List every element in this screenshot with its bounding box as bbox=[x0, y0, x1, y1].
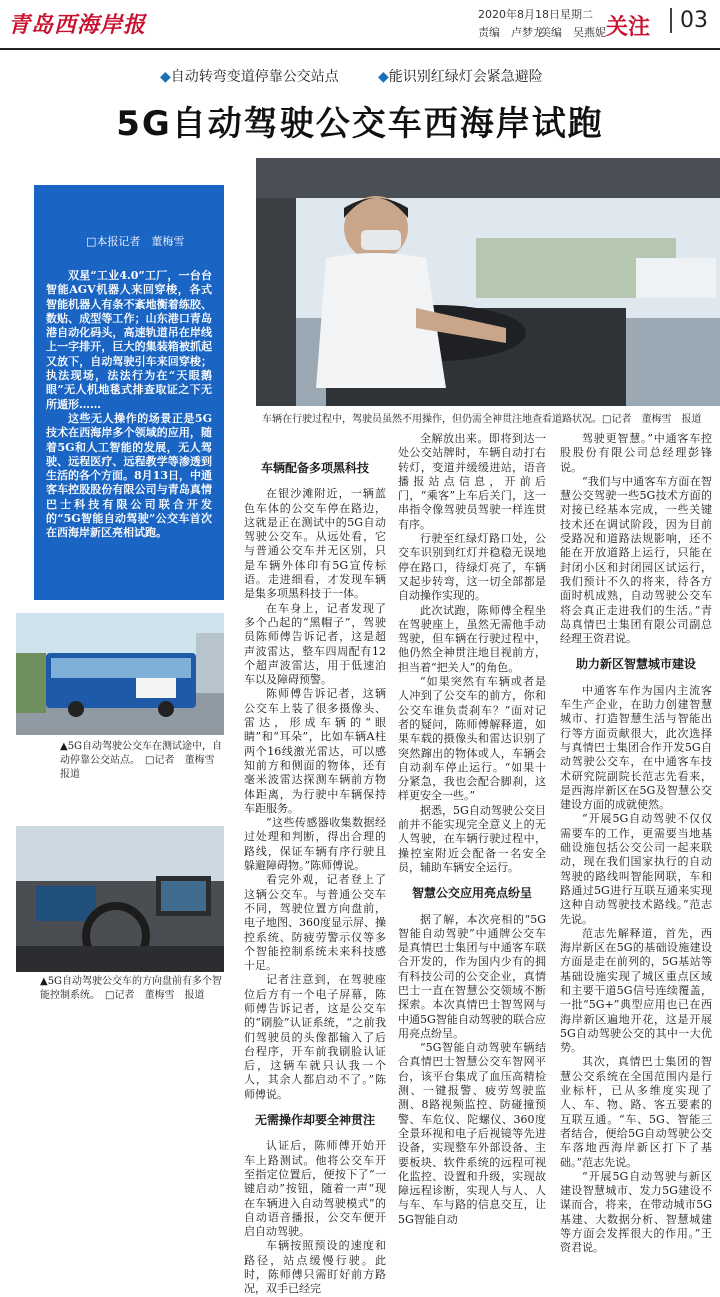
section-heading: 助力新区智慧城市建设 bbox=[575, 657, 696, 672]
article-column-1 bbox=[244, 450, 386, 1297]
article-paragraph: 行驶至红绿灯路口处，公交车识别到红灯并稳稳无误地停在路口，待绿灯亮了，车辆又起步转弯，这一切全部都是自动操作实现的。 bbox=[398, 532, 546, 603]
article-paragraph: 记者注意到，在驾驶座位后方有一个电子屏幕，陈师傅告诉记者，这是公交车的“刷脸”认证系统，“之前我们驾驶员的头像都输入了后台程序，开车前我刷脸认证后，这辆车就只认我一个人，其余人都启动不了。”陈师傅说。 bbox=[244, 973, 386, 1101]
issue-date: 2020年8月18日 bbox=[478, 8, 560, 21]
intro-paragraph: 双星“工业4.0”工厂，一台台智能AGV机器人来回穿梭，各式智能机器人有条不紊地衡着练胶、数贴、成型等工作；山东港口青岛港自动化码头，高速轨道吊在岸线上一字排开，巨大的集装箱被抓起又放下，自动驾驶引车来回穿梭；执法现场，法法行为在“天眼鹅眼”无人机地毯式排查取证之下无所遁形…… bbox=[46, 269, 212, 411]
diamond-bullet-icon: ◆ bbox=[160, 69, 171, 85]
section-heading: 智慧公交应用亮点纷呈 bbox=[411, 886, 532, 901]
article-paragraph: “我们与中通客车方面在智慧公交驾驶一些5G技术方面的对接已经基本完成，一些关键技术还在调试阶段，因为目前受路况和道路法规影响，还不能在开放道路上运行，只能在封闭小区和封闭园区试运行，我们预计不久的将来，待各方面时机成熟，自动驾驶公交车将会真正走进我们的生活。”青岛真情巴士集团有限公司副总经理王资君说。 bbox=[560, 474, 712, 646]
article-paragraph: 在车身上，记者发现了多个凸起的“黑帽子”，驾驶员陈师傅告诉记者，这是超声波雷达，整车四周配有12个超声波雷达，用于低速泊车以及障碍预警。 bbox=[244, 601, 386, 687]
article-paragraph: 全解放出来。即将到达一处公交站牌时，车辆自动打右转灯，变道并缓缓进站，语音播报站点信息，开前后门，“乘客”上车后关门，这一串指令像驾驶员驾驶一样连贯有序。 bbox=[398, 432, 546, 531]
article-paragraph: “5G智能自动驾驶车辆结合真情巴士智慧公交车智网平台，该平台集成了血压高精检测、一键报警、疲劳驾驶监测、8路视频监控、防碰撞预警、车危仪、陀螺仪、360度全景环视和电子后视镜等先进设备，实现整车外部设备、主要板块、软件系统的远程可视化监控、设置和升级，实现故障远程诊断，实现人与人、人与车、车与路的信息交互，让5G智能自动 bbox=[398, 1041, 546, 1226]
intro-paragraph: 这些无人操作的场景正是5G技术在西海岸多个领域的应用，随着5G和人工智能的发展，无人驾驶、远程医疗、远程教学等渗透到生活的各个方面。8月13日，中通客车控股股份有限公司与青岛真情巴士科技有限公司联合开发的“5G智能自动驾驶”公交车首次在西海岸新区亮相试跑。 bbox=[46, 411, 212, 540]
subtitle-1: ◆自动转弯变道停靠公交站点 bbox=[160, 69, 339, 85]
photo-caption-3: ▲5G自动驾驶公交车的方向盘前有多个智能控制系统。 □记者 董梅雪 报道 bbox=[40, 976, 223, 1001]
section-heading: 车辆配备多项黑科技 bbox=[260, 461, 369, 475]
article-paragraph: “开展5G自动驾驶与新区建设智慧城市、发力5G建设不谋而合，将来，在带动城市5G基建、大数据分析、智慧城建等方面会发挥很大的作用。”王资君说。 bbox=[560, 1169, 712, 1255]
newspaper-logo: 青岛西海岸报 bbox=[8, 12, 147, 38]
page-number: 03 bbox=[670, 8, 708, 33]
photo-caption-1: 车辆在行驶过程中，驾驶员虽然不用操作，但仍需全神贯注地查看道路状况。□记者 董梅雪 报道 bbox=[262, 414, 702, 425]
editor-credit: 责编 卢梦龙 bbox=[478, 26, 544, 39]
article-paragraph: 看完外观，记者登上了这辆公交车。与普通公交车不同，驾驶位置方向盘前，电子地图、360度显示屏、操控系统、防疲劳警示仪等多个智能控制系统未来科技感十足。 bbox=[244, 873, 386, 973]
driver-photo bbox=[256, 158, 720, 406]
article-paragraph: 中通客车作为国内主流客车生产企业，在助力创建智慧城市、打造智慧生活与智能出行等方面贡献很大，此次选择与真情巴士集团合作开发5G自动驾驶公交车，在中通客车技术研究院副院长范志先看来，是西海岸新区在5G及智慧公交建设方面的成就使然。 bbox=[560, 683, 712, 812]
article-paragraph: 驾驶更智慧。”中通客车控股股份有限公司总经理彭锋说。 bbox=[560, 432, 712, 474]
reporter-byline: □本报记者 董梅雪 bbox=[86, 235, 185, 248]
subtitle-2: ◆能识别红绿灯会紧急避险 bbox=[378, 69, 543, 85]
section-heading: 无需操作却要全神贯注 bbox=[254, 1113, 375, 1128]
article-paragraph: 据了解，本次亮相的“5G智能自动驾驶”中通牌公交车是真情巴士集团与中通客车联合开发的，作为国内少有的拥有科技公司的公交企业，真情巴士一直在智慧公交领域不断探索。本次真情巴士智驾网与中通5G智能自动驾驶的联合应用亮点纷呈。 bbox=[398, 912, 546, 1040]
section-title: 关注 bbox=[606, 15, 651, 40]
intro-box bbox=[34, 185, 224, 600]
article-column-2 bbox=[398, 432, 546, 1227]
article-paragraph: “如果突然有车辆或者是人冲到了公交车的前方，你和公交车谁负责刹车？”面对记者的疑问，陈师傅解释道，如果车载的摄像头和雷达识别了突然蹿出的物体或人，车辆会自动刹车停止运行。“如果十分紧急，我也会配合脚刹，这样更安全一些。” bbox=[398, 675, 546, 803]
article-paragraph: “这些传感器收集数据经过处理和判断，得出合理的路线，保证车辆有序行驶且躲避障碍物。”陈师傅说。 bbox=[244, 816, 386, 873]
article-paragraph: 范志先解释道，首先，西海岸新区在5G的基础设施建设方面是走在前列的，5G基站等基础设施实现了城区重点区域和主要干道5G信号连续覆盖，一批“5G+”典型应用也已在西海岸新区遍地开花，这是开展5G自动驾驶公交的其中一大优势。 bbox=[560, 926, 712, 1055]
article-column-3 bbox=[560, 432, 712, 1256]
photo-caption-2: ▲5G自动驾驶公交车在测试途中，自动停靠公交站点。 □记者 董梅雪 报道 bbox=[60, 741, 225, 780]
designer-credit: 美编 吴燕妮 bbox=[540, 26, 606, 39]
driver-photo-illustration bbox=[256, 158, 720, 406]
dashboard-photo-illustration bbox=[16, 826, 224, 972]
bus-photo bbox=[16, 613, 224, 735]
article-paragraph: 据悉，5G自动驾驶公交目前并不能实现完全意义上的无人驾驶，在车辆行驶过程中，操控室附近会配备一名安全员，辅助车辆安全运行。 bbox=[398, 803, 546, 874]
article-paragraph: 其次，真情巴士集团的智慧公交系统在全国范围内是行业标杆，已从多维度实现了人、车、物、路、客五要素的互联互通。“车、5G、智能三者结合，便给5G自动驾驶公交车落地西海岸新区打下了基础。”范志先说。 bbox=[560, 1055, 712, 1169]
bus-photo-illustration bbox=[16, 613, 224, 735]
article-paragraph: 陈师傅告诉记者，这辆公交车上装了很多摄像头、雷达，形成车辆的“眼睛”和“耳朵”，比如车辆A柱两个16线激光雷达，可以感知前方和侧面的物体，还有毫米波雷达探测车辆前方物体距离，为行驶中车辆保持车距服务。 bbox=[244, 687, 386, 815]
headline: 5G自动驾驶公交车西海岸试跑 bbox=[116, 104, 604, 144]
article-paragraph: 此次试跑，陈师傅全程坐在驾驶座上，虽然无需他手动驾驶，但车辆在行驶过程中，他仍然全神贯注地目视前方，担当着“把关人”的角色。 bbox=[398, 603, 546, 674]
diamond-bullet-icon: ◆ bbox=[378, 69, 389, 85]
article-paragraph: 在银沙滩附近，一辆蓝色车体的公交车停在路边，这就是正在测试中的5G自动驾驶公交车。从远处看，它与普通公交车并无区别，只是车辆外体印有5G宣传标语。走进细看，才发现车辆是集多项黑科技于一体。 bbox=[244, 487, 386, 601]
dashboard-photo bbox=[16, 826, 224, 972]
masthead bbox=[0, 0, 720, 50]
article-paragraph: 车辆按照预设的速度和路径，站点缓慢行驶。此时，陈师傅只需盯好前方路况，双手已经完 bbox=[244, 1239, 386, 1296]
article-paragraph: 认证后，陈师傅开始开车上路测试。他将公交车开至指定位置后，便按下了“一键启动”按钮，随着一声“现在车辆进入自动驾驶模式”的自动语音播报，公交车便开启自动驾驶。 bbox=[244, 1139, 386, 1239]
article-paragraph: “开展5G自动驾驶不仅仅需要车的工作，更需要当地基础设施包括公交公司一起来联动，现在我们国家执行的自动驾驶的路线叫智能网联，车和路通过5G进行互联互通来实现这种自动驾驶技术路线。”范志先说。 bbox=[560, 812, 712, 926]
issue-weekday: 星期二 bbox=[560, 8, 593, 21]
